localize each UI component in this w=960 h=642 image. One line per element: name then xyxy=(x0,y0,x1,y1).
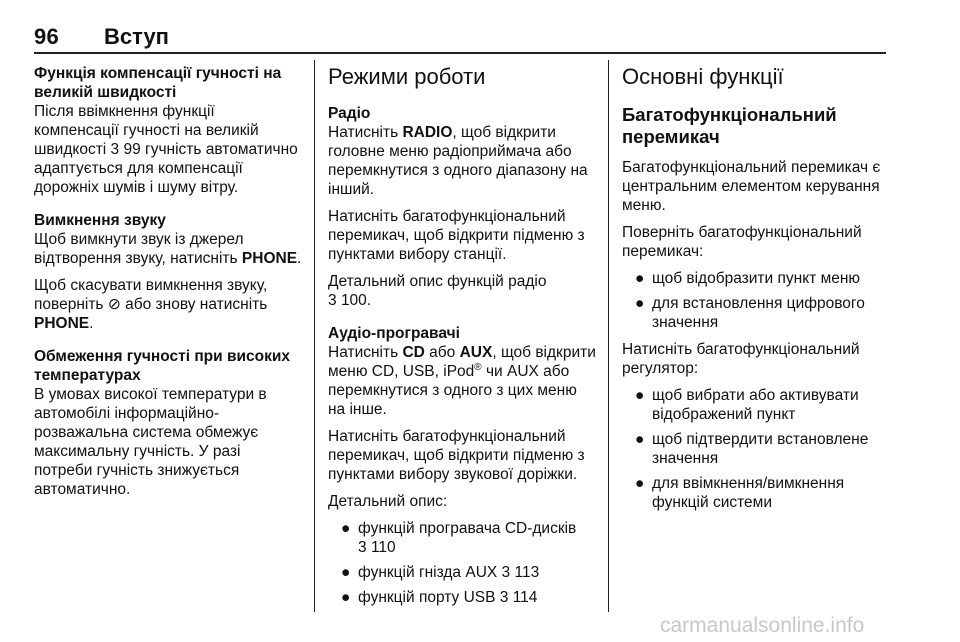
bullet-icon: ● xyxy=(341,589,351,606)
bullet-icon: ● xyxy=(341,520,351,537)
bullet-icon: ● xyxy=(635,387,645,404)
page-number: 96 xyxy=(34,24,60,49)
page-ref: 113 xyxy=(514,564,540,581)
ref-arrow-icon: 3 xyxy=(499,589,509,606)
subheading-multifunction-knob: Багатофункціональний перемикач xyxy=(622,104,837,147)
detail-list xyxy=(328,519,598,607)
header-rule xyxy=(34,52,886,54)
subheading-radio: Радіо xyxy=(328,105,371,122)
key-label: PHONE xyxy=(34,315,90,332)
text: Щоб скасувати вимкнення звуку, поверніть xyxy=(34,277,268,313)
section-heading-basic-functions: Основні функції xyxy=(622,64,784,89)
list-item xyxy=(622,294,890,332)
column-divider-1 xyxy=(314,60,315,612)
text: . xyxy=(89,315,94,332)
text: гучність автоматично адаптується для компенсації дорожніх шумів і шуму вітру. xyxy=(34,141,298,196)
paragraph xyxy=(328,123,598,199)
press-list xyxy=(622,386,890,512)
bullet-icon: ● xyxy=(635,475,645,492)
text: . xyxy=(297,250,302,267)
paragraph: Детальний опис: xyxy=(328,493,448,510)
key-label: CD xyxy=(402,344,425,361)
paragraph: Натисніть багатофункціональний перемикач, щоб відкрити підменю з пунктами вибору станції. xyxy=(328,208,585,263)
list-item xyxy=(622,474,890,512)
list-item xyxy=(328,563,598,582)
paragraph: В умовах високої температури в автомобілі інформаційно-розважальна система обмежує максимальну гучність. У разі потреби гучність знижується автоматично. xyxy=(34,386,267,498)
ref-arrow-icon: 3 xyxy=(328,292,337,309)
text: або знову натисніть xyxy=(120,296,268,313)
page-header xyxy=(34,24,886,54)
key-label: PHONE xyxy=(241,250,298,267)
watermark: carmanualsonline.info xyxy=(660,614,865,637)
text: щоб вибрати або активувати відображений пункт xyxy=(652,387,859,423)
text: функцій гнізда AUX xyxy=(358,564,498,581)
text: для ввімкнення/вимкнення функцій системи xyxy=(652,475,845,511)
text: Натисніть xyxy=(328,124,403,141)
bullet-icon: ● xyxy=(635,431,645,448)
section-heading-volume-limit: Обмеження гучності при високих температурах xyxy=(34,348,291,384)
paragraph xyxy=(328,272,598,310)
text: Щоб вимкнути звук із джерел відтворення звуку, натисніть xyxy=(34,231,244,267)
text: Детальний опис функцій радіо xyxy=(328,273,547,290)
bullet-icon: ● xyxy=(635,295,645,312)
text: або xyxy=(424,344,460,361)
list-item xyxy=(622,269,890,288)
paragraph xyxy=(34,102,302,197)
list-item xyxy=(328,519,598,557)
ref-arrow-icon: 3 xyxy=(358,539,367,556)
text: Натисніть xyxy=(328,344,403,361)
column-1 xyxy=(34,64,302,507)
key-label: RADIO xyxy=(402,124,453,141)
ref-arrow-icon: 3 xyxy=(110,141,120,158)
column-2 xyxy=(328,64,598,615)
text: Після ввімкнення функції компенсації гучності на великій швидкості xyxy=(34,103,259,158)
text: , щоб відкрити головне меню радіоприймача або перемкнутися з одного діапазону на інший. xyxy=(328,124,588,198)
page-ref: 99 xyxy=(123,141,141,158)
column-3 xyxy=(622,64,890,520)
text: щоб відобразити пункт меню xyxy=(652,270,861,287)
page-ref: 100. xyxy=(340,292,372,309)
text: функцій порту USB xyxy=(358,589,496,606)
paragraph xyxy=(328,343,598,419)
text: чи AUX або перемкнутися з одного з цих меню на інше. xyxy=(328,363,577,418)
list-item xyxy=(328,588,598,607)
key-label: AUX xyxy=(459,344,493,361)
paragraph xyxy=(34,230,302,268)
column-divider-2 xyxy=(608,60,609,612)
text: , щоб відкрити меню CD, USB, iPod xyxy=(328,344,596,380)
section-heading-modes: Режими роботи xyxy=(328,64,486,89)
section-heading-mute: Вимкнення звуку xyxy=(34,212,166,229)
paragraph: Поверніть багатофункціональний перемикач: xyxy=(622,224,862,260)
subheading-audio-players: Аудіо-програвачі xyxy=(328,325,460,342)
page-title: Вступ xyxy=(104,24,169,49)
text: для встановлення цифрового значення xyxy=(652,295,865,331)
list-item xyxy=(622,386,890,424)
paragraph: Натисніть багатофункціональний регулятор: xyxy=(622,341,860,377)
list-item xyxy=(622,430,890,468)
section-heading-speed-compensation: Функція компенсації гучності на великій швидкості xyxy=(34,65,282,101)
ref-arrow-icon: 3 xyxy=(501,564,511,581)
page-ref: 110 xyxy=(370,539,396,556)
page-ref: 114 xyxy=(512,589,538,606)
bullet-icon: ● xyxy=(635,270,645,287)
text: щоб підтвердити встановлене значення xyxy=(652,431,869,467)
registered-mark: ® xyxy=(474,361,482,373)
knob-icon: ⊘ xyxy=(107,296,121,313)
paragraph: Натисніть багатофункціональний перемикач, щоб відкрити підменю з пунктами вибору звукової доріжки. xyxy=(328,428,585,483)
rotate-list xyxy=(622,269,890,332)
paragraph: Багатофункціональний перемикач є центральним елементом керування меню. xyxy=(622,159,881,214)
bullet-icon: ● xyxy=(341,564,351,581)
paragraph xyxy=(34,276,302,333)
text: функцій програвача CD-дисків xyxy=(358,520,577,537)
